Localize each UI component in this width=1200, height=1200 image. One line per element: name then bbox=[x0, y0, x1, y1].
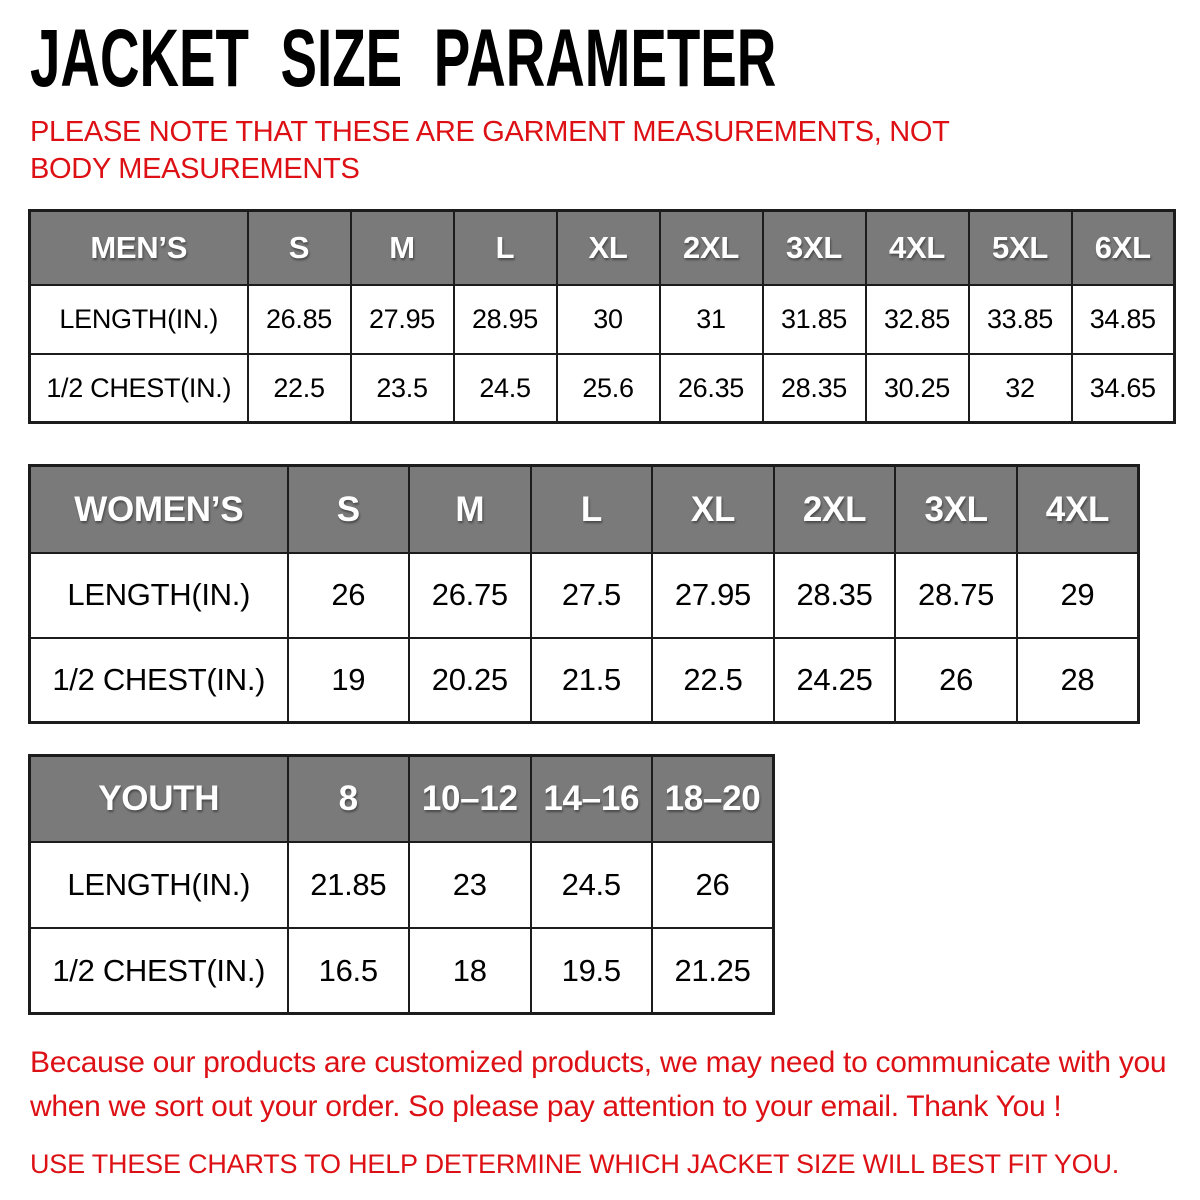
measurement-cell: 32.85 bbox=[866, 285, 969, 354]
measurement-cell: 27.5 bbox=[531, 553, 653, 638]
measurement-cell: 26.75 bbox=[409, 553, 531, 638]
measurement-cell: 34.85 bbox=[1072, 285, 1175, 354]
measurement-cell: 24.25 bbox=[774, 638, 896, 723]
measurement-cell: 19 bbox=[288, 638, 410, 723]
measurement-row bbox=[30, 354, 1175, 423]
measurement-cell: 30 bbox=[557, 285, 660, 354]
size-header-cell: 6XL bbox=[1072, 211, 1175, 285]
size-header-cell: M bbox=[351, 211, 454, 285]
measurement-row bbox=[30, 553, 1139, 638]
table-header-row bbox=[30, 211, 1175, 285]
mens-size-table bbox=[28, 209, 1176, 424]
size-header-cell: 2XL bbox=[660, 211, 763, 285]
row-label-cell: LENGTH(IN.) bbox=[30, 553, 288, 638]
measurement-cell: 31.85 bbox=[763, 285, 866, 354]
measurement-row bbox=[30, 928, 774, 1014]
measurement-cell: 29 bbox=[1017, 553, 1139, 638]
youth-size-table bbox=[28, 754, 775, 1015]
size-header-cell: 3XL bbox=[895, 466, 1017, 553]
measurement-cell: 26 bbox=[288, 553, 410, 638]
fit-advice-line: USE THESE CHARTS TO HELP DETERMINE WHICH JACKET SIZE WILL BEST FIT YOU. bbox=[30, 1149, 1120, 1180]
measurement-cell: 21.25 bbox=[652, 928, 774, 1014]
table-header-row bbox=[30, 756, 774, 842]
row-label-cell: 1/2 CHEST(IN.) bbox=[30, 638, 288, 723]
size-header-cell: L bbox=[531, 466, 653, 553]
row-label-cell: LENGTH(IN.) bbox=[30, 285, 248, 354]
size-header-cell: 14–16 bbox=[531, 756, 653, 842]
table-title-cell: YOUTH bbox=[30, 756, 288, 842]
measurement-row bbox=[30, 638, 1139, 723]
garment-measurement-note: PLEASE NOTE THAT THESE ARE GARMENT MEASUREMENTS, NOT BODY MEASUREMENTS bbox=[30, 116, 950, 185]
measurement-cell: 24.5 bbox=[531, 842, 653, 928]
size-header-cell: M bbox=[409, 466, 531, 553]
measurement-cell: 34.65 bbox=[1072, 354, 1175, 423]
size-header-cell: 4XL bbox=[866, 211, 969, 285]
size-header-cell: 4XL bbox=[1017, 466, 1139, 553]
page-title bbox=[30, 12, 1200, 105]
measurement-cell: 23 bbox=[409, 842, 531, 928]
measurement-row bbox=[30, 285, 1175, 354]
measurement-cell: 28.75 bbox=[895, 553, 1017, 638]
page-title-text: JACKET SIZE PARAMETER bbox=[30, 12, 777, 105]
womens-size-table bbox=[28, 464, 1140, 724]
table-title-cell: WOMEN’S bbox=[30, 466, 288, 553]
measurement-cell: 26 bbox=[895, 638, 1017, 723]
size-header-cell: S bbox=[248, 211, 351, 285]
table-title-cell: MEN’S bbox=[30, 211, 248, 285]
row-label-cell: 1/2 CHEST(IN.) bbox=[30, 354, 248, 423]
size-header-cell: XL bbox=[557, 211, 660, 285]
measurement-cell: 30.25 bbox=[866, 354, 969, 423]
measurement-cell: 33.85 bbox=[969, 285, 1072, 354]
measurement-cell: 31 bbox=[660, 285, 763, 354]
row-label-cell: LENGTH(IN.) bbox=[30, 842, 288, 928]
size-header-cell: 2XL bbox=[774, 466, 896, 553]
measurement-cell: 22.5 bbox=[248, 354, 351, 423]
measurement-cell: 28 bbox=[1017, 638, 1139, 723]
measurement-cell: 23.5 bbox=[351, 354, 454, 423]
size-header-cell: 5XL bbox=[969, 211, 1072, 285]
measurement-cell: 19.5 bbox=[531, 928, 653, 1014]
measurement-cell: 18 bbox=[409, 928, 531, 1014]
measurement-cell: 26 bbox=[652, 842, 774, 928]
size-header-cell: 10–12 bbox=[409, 756, 531, 842]
measurement-cell: 27.95 bbox=[652, 553, 774, 638]
size-header-cell: S bbox=[288, 466, 410, 553]
row-label-cell: 1/2 CHEST(IN.) bbox=[30, 928, 288, 1014]
size-header-cell: 3XL bbox=[763, 211, 866, 285]
measurement-cell: 28.35 bbox=[763, 354, 866, 423]
measurement-cell: 16.5 bbox=[288, 928, 410, 1014]
measurement-cell: 22.5 bbox=[652, 638, 774, 723]
measurement-cell: 28.95 bbox=[454, 285, 557, 354]
measurement-cell: 26.85 bbox=[248, 285, 351, 354]
measurement-cell: 28.35 bbox=[774, 553, 896, 638]
size-header-cell: 8 bbox=[288, 756, 410, 842]
measurement-row bbox=[30, 842, 774, 928]
customization-notice: Because our products are customized products, we may need to communicate with you when we sort out your order. So please pay attention to your email. Thank You ! bbox=[30, 1046, 1167, 1124]
size-header-cell: XL bbox=[652, 466, 774, 553]
size-header-cell: 18–20 bbox=[652, 756, 774, 842]
measurement-cell: 27.95 bbox=[351, 285, 454, 354]
measurement-cell: 32 bbox=[969, 354, 1072, 423]
measurement-cell: 21.5 bbox=[531, 638, 653, 723]
size-header-cell: L bbox=[454, 211, 557, 285]
table-header-row bbox=[30, 466, 1139, 553]
measurement-cell: 25.6 bbox=[557, 354, 660, 423]
measurement-cell: 26.35 bbox=[660, 354, 763, 423]
measurement-cell: 21.85 bbox=[288, 842, 410, 928]
measurement-cell: 24.5 bbox=[454, 354, 557, 423]
measurement-cell: 20.25 bbox=[409, 638, 531, 723]
